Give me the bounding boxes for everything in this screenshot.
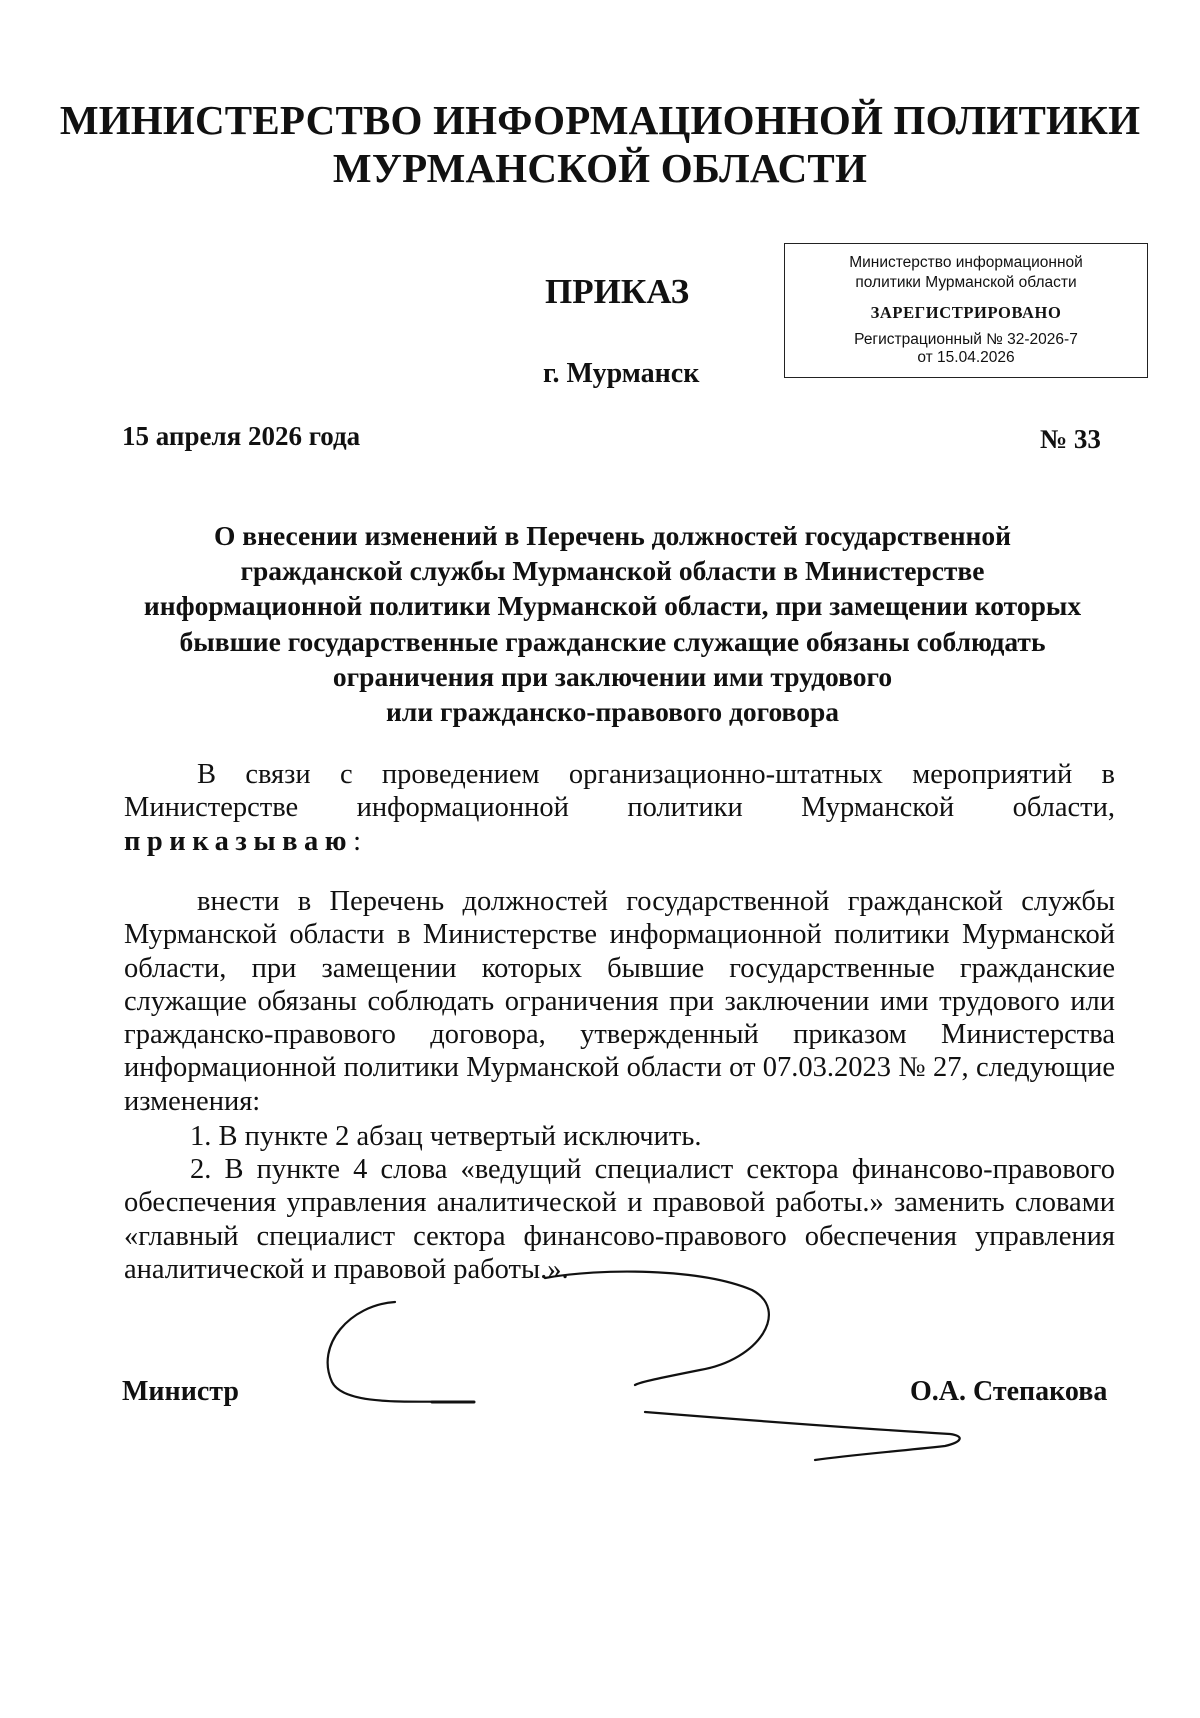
order-subject: [110, 518, 1115, 729]
preamble-paragraph: [124, 758, 1115, 858]
city: г. Мурманск: [543, 358, 700, 389]
preamble-text: В связи с проведением организационно-штатных мероприятий в Министерстве информационной политики Мурманской области,: [124, 759, 1115, 824]
registration-stamp: [784, 243, 1148, 378]
stamp-status: ЗАРЕГИСТРИРОВАНО: [870, 303, 1062, 322]
main-paragraph: внести в Перечень должностей государственной гражданской службы Мурманской области в Министерстве информационной политики Мурманской области, при замещении которых бывшие государственные гражданские служащие обязаны соблюдать ограничения при заключении ими трудового или гражданско-правового договора, утвержденный приказом Министерства информационной политики Мурманской области от 07.03.2023 № 27, следующие изменения:: [124, 886, 1115, 1117]
subject-line: бывшие государственные гражданские служащие обязаны соблюдать: [179, 625, 1046, 657]
signature-stroke: [328, 1302, 470, 1402]
stamp-reg-number: Регистрационный № 32-2026-7: [854, 331, 1078, 348]
order-keyword: приказываю: [124, 825, 354, 857]
subject-line: или гражданско-правового договора: [385, 696, 839, 728]
subject-line: О внесении изменений в Перечень должностей государственной: [213, 520, 1011, 551]
subject-line: информационной политики Мурманской области, при замещении которых: [143, 590, 1082, 622]
signatory-title: Министр: [122, 1376, 239, 1407]
order-date: 15 апреля 2026 года: [122, 421, 361, 451]
subject-line: ограничения при заключении ими трудового: [332, 660, 893, 692]
subject-line: гражданской службы Мурманской области в Министерстве: [240, 555, 985, 587]
doc-type-title: ПРИКАЗ: [545, 272, 690, 311]
stamp-line-2: политики Мурманской области: [855, 274, 1077, 291]
ministry-header: [0, 96, 1200, 192]
signature-stroke: [645, 1412, 960, 1460]
ministry-line-1: МИНИСТЕРСТВО ИНФОРМАЦИОННОЙ ПОЛИТИКИ: [59, 97, 1141, 143]
stamp-line-1: Министерство информационной: [849, 254, 1083, 271]
ministry-line-2: МУРМАНСКОЙ ОБЛАСТИ: [332, 145, 868, 191]
signature-stroke: [545, 1272, 769, 1385]
stamp-reg-date: от 15.04.2026: [917, 349, 1015, 366]
signatory-name: О.А. Степакова: [910, 1376, 1108, 1407]
order-number: № 33: [1040, 424, 1101, 454]
change-item-1: 1. В пункте 2 абзац четвертый исключить.: [190, 1121, 702, 1152]
order-keyword-colon: :: [353, 825, 361, 857]
change-item-2: 2. В пункте 4 слова «ведущий специалист сектора финансово-правового обеспечения управления аналитической и правовой работы.» заменить словами «главный специалист сектора финансово-правового обеспечения управления аналитической и правовой работы.».: [124, 1154, 1115, 1285]
